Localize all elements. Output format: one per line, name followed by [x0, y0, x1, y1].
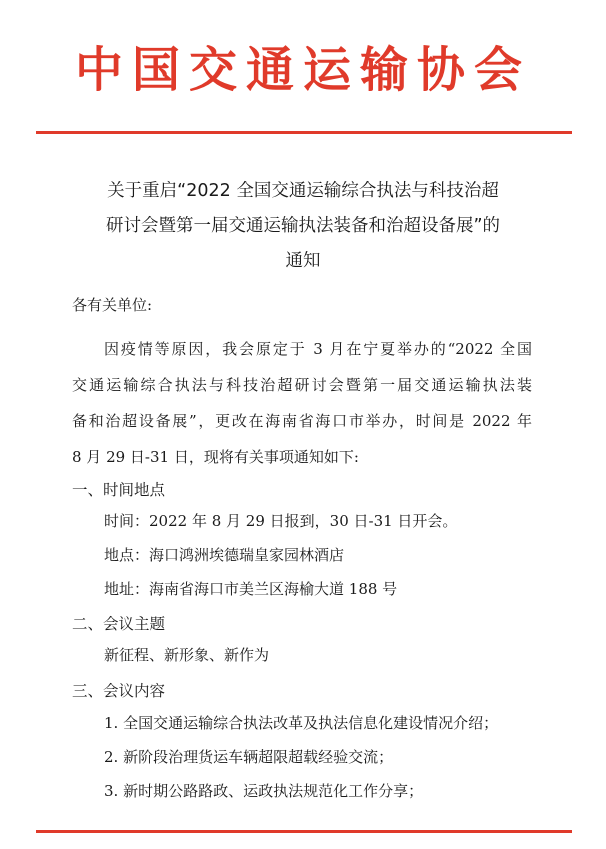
title-line-2: 研讨会暨第一届交通运输执法装备和治超设备展”的	[105, 216, 501, 236]
section-heading-content: 三、会议内容	[72, 682, 166, 700]
list-item: 2. 新阶段治理货运车辆超限超载经验交流；	[104, 748, 394, 766]
section-heading-time-place: 一、时间地点	[72, 481, 166, 499]
intro-line-1: 因疫情等原因，我会原定于 3 月在宁夏举办的“2022 全国	[104, 340, 532, 358]
meeting-address: 地址：海南省海口市美兰区海榆大道 188 号	[104, 580, 398, 598]
letterhead-divider	[36, 131, 572, 134]
salutation: 各有关单位:	[72, 296, 153, 314]
meeting-venue: 地点：海口鸿洲埃德瑞皇家园林酒店	[104, 546, 345, 564]
section-heading-theme: 二、会议主题	[72, 615, 166, 633]
title-line-3: 通知	[285, 251, 321, 271]
intro-line-2: 交通运输综合执法与科技治超研讨会暨第一届交通运输执法装	[72, 376, 532, 394]
intro-line-4: 8 月 29 日-31 日，现将有关事项通知如下:	[72, 448, 359, 466]
list-item: 1. 全国交通运输综合执法改革及执法信息化建设情况介绍；	[104, 714, 499, 732]
footer-divider	[36, 830, 572, 833]
intro-line-3: 备和治超设备展”，更改在海南省海口市举办，时间是 2022 年	[72, 412, 532, 430]
document-title	[60, 174, 546, 279]
theme-text: 新征程、新形象、新作为	[104, 646, 270, 664]
meeting-time: 时间：2022 年 8 月 29 日报到，30 日-31 日开会。	[104, 512, 458, 530]
list-item: 3. 新时期公路路政、运政执法规范化工作分享；	[104, 782, 424, 800]
title-line-1: 关于重启“2022 全国交通运输综合执法与科技治超	[107, 181, 499, 201]
letterhead-org-name: 中国交通运输协会	[74, 42, 531, 98]
